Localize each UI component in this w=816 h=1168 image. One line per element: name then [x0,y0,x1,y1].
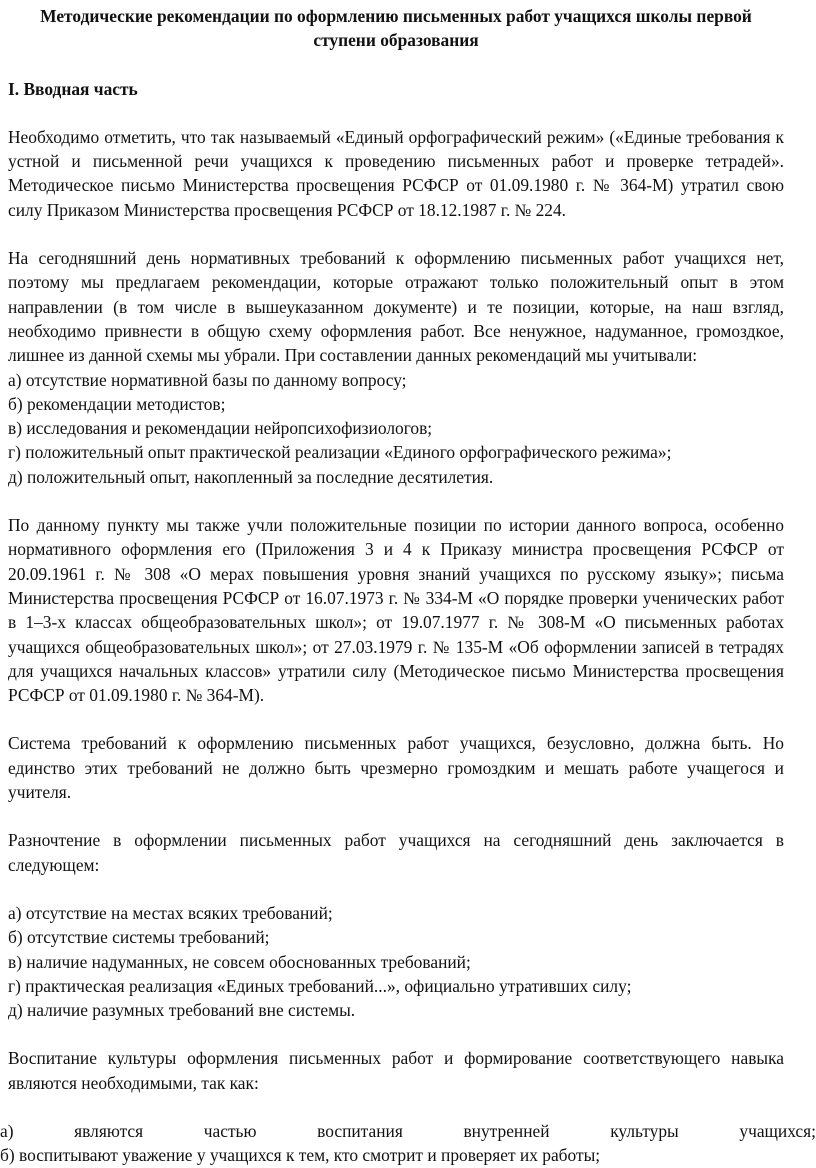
list-item: в) наличие надуманных, не совсем обоснованных требований; [8,951,471,972]
considerations-list [8,368,784,489]
paragraph-5: Разночтение в оформлении письменных работ учащихся на сегодняшний день заключается в следующем: [8,830,784,875]
list-item: а) отсутствие нормативной базы по данному вопросу; [8,369,407,390]
list-item: а) отсутствие на местах всяких требований; [8,902,333,923]
list-item-justified: а) являются частью воспитания внутренней культуры учащихся; [0,1120,816,1141]
paragraph-4: Система требований к оформлению письменных работ учащихся, безусловно, должна быть. Но единство этих требований не должно быть чрезмерно громоздким и мешать работе учащегося и учителя. [8,733,784,803]
list-item: г) практическая реализация «Единых требований...», официально утративших силу; [8,975,632,996]
document-page [0,4,816,1168]
list-item: г) положительный опыт практической реализации «Единого орфографического режима»; [8,442,672,463]
document-title: Методические рекомендации по оформлению письменных работ учащихся школы первой ступени образования [40,6,752,51]
section-heading: I. Вводная часть [8,78,138,99]
paragraph-6: Воспитание культуры оформления письменных работ и формирование соответствующего навыка являются необходимыми, так как: [8,1048,784,1093]
paragraph-1: Необходимо отметить, что так называемый «Единый орфографический режим» («Единые требования к устной и письменной речи учащихся к проведению письменных работ и проверке тетрадей». Методическое письмо Министерства просвещения РСФСР от 01.09.1980 г. № 364-М) утратил свою силу Приказом Министерства просвещения РСФСР от 18.12.1987 г. № 224. [8,126,784,220]
list-item: в) исследования и рекомендации нейропсихофизиологов; [8,418,433,439]
list-item: б) отсутствие системы требований; [8,927,270,948]
list-item: б) воспитывают уважение у учащихся к тем, кто смотрит и проверяет их работы; [0,1145,601,1166]
paragraph-2: На сегодняшний день нормативных требований к оформлению письменных работ учащихся нет, поэтому мы предлагаем рекомендации, которые отражают только положительный опыт в этом направлении (в том числе в вышеуказанном документе) и те позиции, которые, на наш взгляд, необходимо привнести в общую схему оформления работ. Все ненужное, надуманное, громоздкое, лишнее из данной схемы мы убрали. При составлении данных рекомендаций мы учитывали: [8,248,784,366]
paragraph-3: По данному пункту мы также учли положительные позиции по истории данного вопроса, особенно нормативного оформления его (Приложения 3 и 4 к Приказу министра просвещения РСФСР от 20.09.1961 г. № 308 «О мерах повышения уровня знаний учащихся по русскому языку»; письма Министерства просвещения РСФСР от 16.07.1973 г. № 334-М «О порядке проверки ученических работ в 1–3-х классах общеобразовательных школ»; от 19.07.1977 г. № 308-М «О письменных работах учащихся общеобразовательных школ»; от 27.03.1979 г. № 135-М «Об оформлении записей в тетрадях для учащихся начальных классов» утратили силу (Методическое письмо Министерства просвещения РСФСР от 01.09.1980 г. № 364-М). [8,515,784,706]
culture-reasons-list [0,1143,784,1167]
list-item: д) положительный опыт, накопленный за последние десятилетия. [8,466,494,487]
discrepancies-list [8,901,784,1022]
list-item: б) рекомендации методистов; [8,393,226,414]
list-item: д) наличие разумных требований вне системы. [8,1000,356,1021]
